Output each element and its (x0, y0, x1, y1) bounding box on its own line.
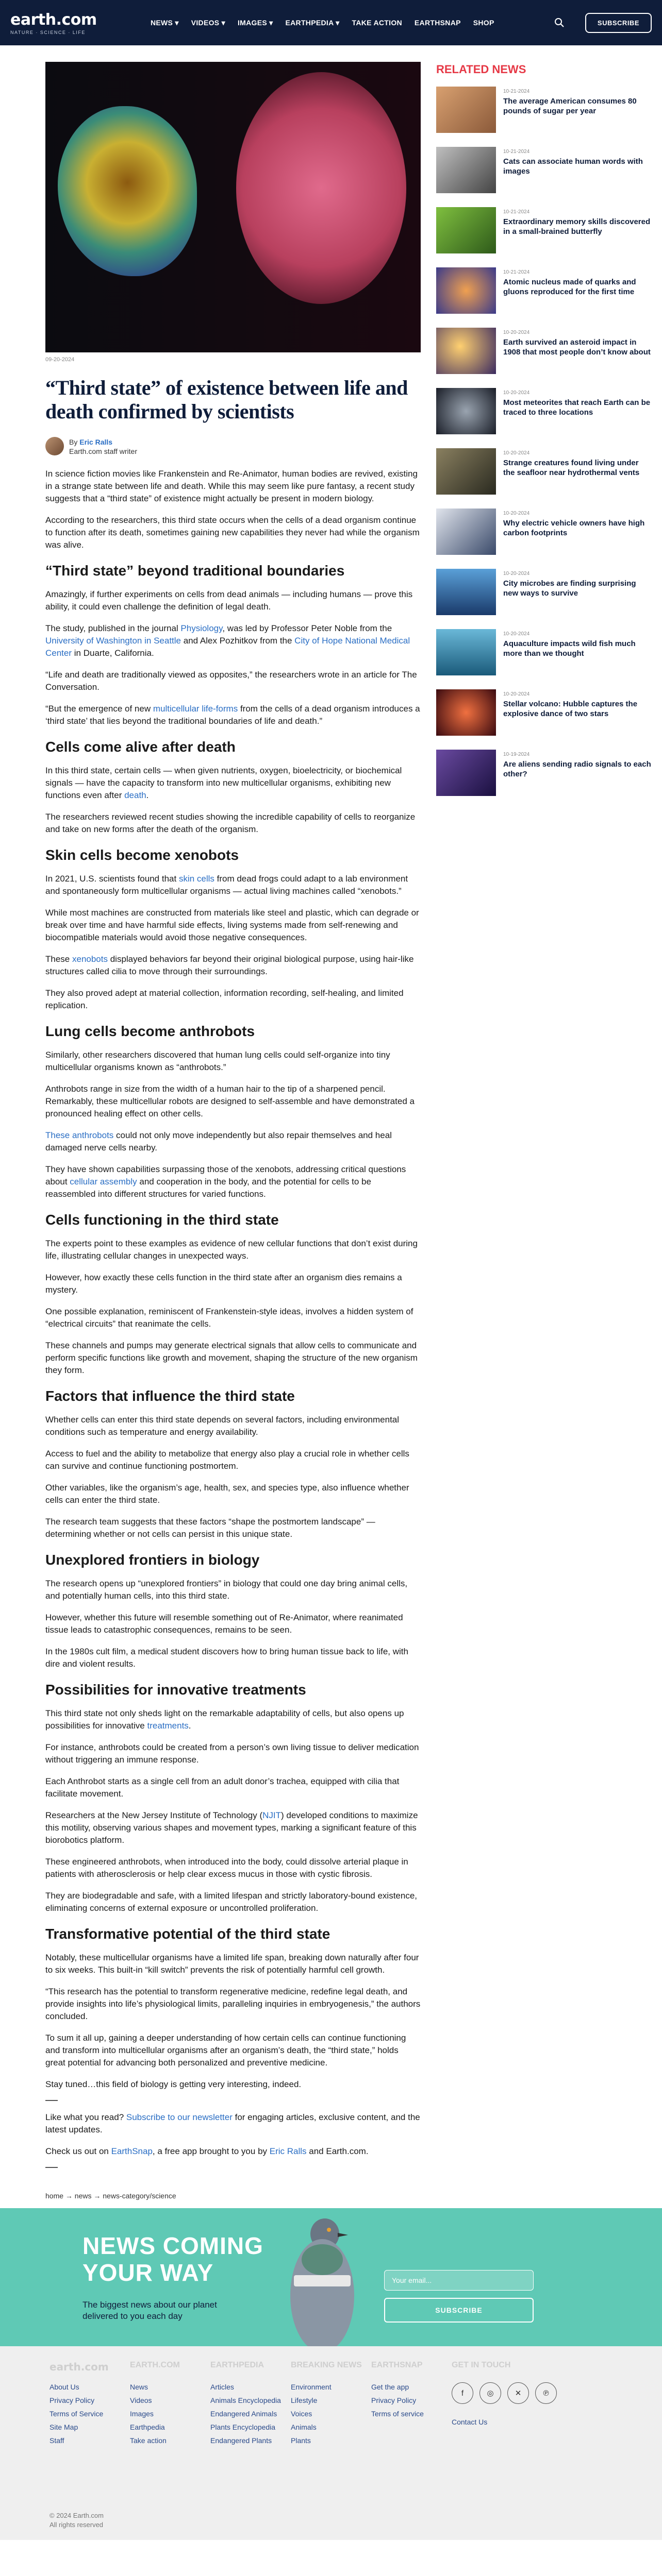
text: . (188, 1721, 191, 1731)
link-skin-cells[interactable]: skin cells (178, 874, 214, 884)
newsletter-subscribe-button[interactable]: SUBSCRIBE (384, 2298, 534, 2323)
thumbnail-fish (436, 629, 496, 675)
site-logo[interactable] (10, 11, 113, 35)
copyright (49, 2511, 104, 2530)
footer-heading: GET IN TOUCH (452, 2361, 511, 2369)
link-city-of-hope[interactable]: City of Hope National Medical Center (45, 636, 410, 658)
footer-link[interactable]: Images (130, 2410, 154, 2418)
search-icon[interactable] (554, 18, 565, 28)
footer-column (452, 2361, 565, 2449)
related-title: Atomic nucleus made of quarks and gluons reproduced for the first time (503, 278, 636, 296)
paragraph: “Life and death are traditionally viewed as opposites,” the researchers wrote in an article for The Conversation. (45, 670, 417, 692)
paragraph: Notably, these multicellular organisms have a limited life span, breaking down naturally after four to six weeks. This built-in “kill switch” prevents the risk of potentially harmful cell growth. (45, 1953, 419, 1975)
text: in Duarte, California. (72, 648, 154, 658)
hero-image (45, 62, 421, 352)
paragraph: For instance, anthrobots could be created from a person’s own living tissue to deliver medication without triggering an immune response. (45, 1742, 419, 1765)
link-death[interactable]: death (124, 790, 146, 800)
footer-link[interactable]: News (130, 2383, 148, 2391)
x-icon[interactable]: ✕ (507, 2382, 529, 2404)
section-heading: Possibilities for innovative treatments (45, 1682, 306, 1698)
related-title: Most meteorites that reach Earth can be traced to three locations (503, 398, 651, 417)
paragraph: One possible explanation, reminiscent of Frankenstein-style ideas, involves a hidden system of “electrical circuits” that reanimate the cells. (45, 1307, 413, 1329)
footer-column (291, 2361, 371, 2449)
contact-link[interactable]: Contact Us (452, 2418, 488, 2426)
footer-link[interactable]: Animals Encyclopedia (210, 2396, 281, 2404)
related-news-sidebar (436, 62, 652, 2178)
paragraph: Stay tuned…this field of biology is getting very interesting, indeed. (45, 2079, 302, 2089)
facebook-icon[interactable]: f (452, 2382, 473, 2404)
article-title: “Third state” of existence between life and death confirmed by scientists (45, 376, 408, 423)
footer-column (130, 2361, 210, 2449)
related-item[interactable] (436, 689, 652, 738)
thumbnail-cat (436, 147, 496, 193)
menu-item-take-action[interactable]: TAKE ACTION (352, 18, 402, 27)
thumbnail-butterfly (436, 207, 496, 253)
section-heading: Cells come alive after death (45, 739, 236, 755)
menu-item-videos[interactable]: VIDEOS ▾ (191, 18, 225, 27)
related-item[interactable] (436, 328, 652, 377)
footer-link[interactable]: Animals (291, 2423, 317, 2431)
footer-column (49, 2361, 130, 2449)
related-item[interactable] (436, 569, 652, 618)
text: “But the emergence of new (45, 704, 153, 714)
paragraph: The research team suggests that these factors “shape the postmortem landscape” — determining whether or not cells can persist in this unique state. (45, 1517, 375, 1539)
byline (45, 437, 421, 455)
pigeon-illustration (278, 2208, 366, 2346)
paragraph (45, 873, 421, 897)
link-cellular-assembly[interactable]: cellular assembly (70, 1177, 137, 1187)
text: could not only move independently but also repair themselves and heal damaged nerve cells nearby. (45, 1130, 392, 1153)
section-heading: Transformative potential of the third state (45, 1926, 330, 1942)
footer-column (210, 2361, 291, 2449)
paragraph (45, 1707, 421, 1732)
footer-link[interactable]: Terms of Service (49, 2410, 104, 2418)
pinterest-icon[interactable]: ℗ (535, 2382, 557, 2404)
paragraph (45, 2111, 421, 2136)
text: and cooperation in the body, and the potential for cells to be reassembled into different structures for varied functions. (45, 1177, 371, 1199)
menu-item-earthpedia[interactable]: EARTHPEDIA ▾ (285, 18, 340, 27)
text: In 2021, U.S. scientists found that (45, 874, 179, 884)
newsletter-title-line: YOUR WAY (82, 2259, 214, 2286)
paragraph: However, whether this future will resemble something out of Re-Animator, where reanimated tissue leads to catastrophic consequences, remains to be seen. (45, 1613, 403, 1635)
image-date: 09-20-2024 (45, 357, 75, 363)
email-field[interactable]: Your email... (384, 2270, 534, 2291)
anthrobot-cell-cluster (236, 72, 406, 304)
related-date: 10-20-2024 (503, 691, 530, 697)
paragraph: Whether cells can enter this third state depends on several factors, including environmental conditions such as temperature and energy availability. (45, 1415, 400, 1437)
related-title: City microbes are finding surprising new ways to survive (503, 579, 636, 598)
paragraph: However, how exactly these cells function in the third state after an organism dies remains a mystery. (45, 1273, 402, 1295)
related-title: Are aliens sending radio signals to each other? (503, 760, 651, 778)
link-earthsnap[interactable]: EarthSnap (111, 2146, 153, 2156)
byline-prefix: By (69, 438, 80, 446)
text: ) developed conditions to maximize this motility, observing various shapes and movement types, marking a significant feature of this biorobotics platform. (45, 1810, 418, 1845)
text: from dead frogs could adapt to a lab environment and spontaneously form multicellular organisms — actual living machines called “xenobots.” (45, 874, 408, 896)
footer-link[interactable]: Get the app (371, 2383, 409, 2391)
footer-link[interactable]: Environment (291, 2383, 332, 2391)
paragraph: To sum it all up, gaining a deeper understanding of how certain cells can continue functioning and transform into multicellular organisms after an organism’s death, the “third state,” holds great potential for advancing both personalized and preventive medicine. (45, 2033, 406, 2067)
link-physiology[interactable]: Physiology (180, 623, 223, 633)
paragraph: Amazingly, if further experiments on cells from dead animals — including humans — prove this ability, it could even challenge the definition of legal death. (45, 589, 413, 612)
text: The study, published in the journal (45, 623, 181, 633)
related-item[interactable] (436, 629, 652, 678)
related-date: 10-20-2024 (503, 571, 530, 577)
related-date: 10-20-2024 (503, 330, 530, 335)
footer-heading: BREAKING NEWS (291, 2361, 362, 2369)
link-xenobots[interactable]: xenobots (72, 954, 108, 964)
thumbnail-city (436, 569, 496, 615)
page-content (0, 45, 662, 2178)
footer-link[interactable]: About Us (49, 2383, 79, 2391)
related-date: 10-21-2024 (503, 89, 530, 94)
text: and Earth.com. (306, 2146, 369, 2156)
paragraph: In the 1980s cult film, a medical student discovers how to bring human tissue back to life, with dire and violent results. (45, 1647, 408, 1669)
footer-link[interactable]: Endangered Plants (210, 2436, 272, 2445)
author-role: Earth.com staff writer (69, 447, 138, 455)
related-title: Stellar volcano: Hubble captures the explosive dance of two stars (503, 700, 638, 718)
related-item[interactable] (436, 448, 652, 497)
related-title: Aquaculture impacts wild fish much more than we thought (503, 639, 636, 658)
paragraph (45, 1809, 421, 1846)
paragraph: Other variables, like the organism’s age, health, sex, and species type, also influence whether cells can enter the third state. (45, 1483, 409, 1505)
newsletter-form (384, 2270, 534, 2323)
related-item[interactable] (436, 388, 652, 437)
related-item[interactable] (436, 267, 652, 316)
footer-link[interactable]: Voices (291, 2410, 312, 2418)
footer-link[interactable]: Plants (291, 2436, 311, 2445)
paragraph: The experts point to these examples as evidence of new cellular functions that don’t exist during life, illustrating cellular changes in unexpected ways. (45, 1239, 418, 1261)
paragraph (45, 2145, 421, 2158)
paragraph: The research opens up “unexplored frontiers” in biology that could one day bring animal cells, and potentially human cells, into this third state. (45, 1579, 408, 1601)
thumbnail-sugar (436, 87, 496, 133)
related-date: 10-21-2024 (503, 209, 530, 215)
footer-link[interactable]: Privacy Policy (371, 2396, 417, 2404)
text: , was led by Professor Peter Noble from the (222, 623, 392, 633)
related-item[interactable] (436, 509, 652, 557)
thumbnail-ev (436, 509, 496, 555)
text: In this third state, certain cells — when given nutrients, oxygen, bioelectricity, or biochemical signals — have the capacity to transform into new multicellular organisms, exhibiting new functions even after (45, 766, 402, 800)
footer-link[interactable]: Lifestyle (291, 2396, 318, 2404)
footer-link[interactable]: Privacy Policy (49, 2396, 95, 2404)
related-title: Why electric vehicle owners have high carbon footprints (503, 519, 645, 537)
text: displayed behaviors far beyond their original biological purpose, using hair-like structures called cilia to move through their surroundings. (45, 954, 414, 976)
paragraph (45, 1163, 421, 1200)
logo-tagline: NATURE · SCIENCE · LIFE (10, 29, 86, 35)
top-navigation (0, 0, 662, 45)
text: This third state not only sheds light on the remarkable adaptability of cells, but also opens up possibilities for innovative (45, 1708, 404, 1731)
footer-link[interactable]: Earthpedia (130, 2423, 165, 2431)
footer-columns (49, 2361, 613, 2449)
text: These (45, 954, 72, 964)
divider (45, 2100, 58, 2101)
paragraph (45, 703, 421, 727)
footer (0, 2346, 662, 2540)
copyright-line: All rights reserved (49, 2521, 104, 2529)
paragraph: Similarly, other researchers discovered that human lung cells could self-organize into tiny multicellular organisms known as “anthrobots.” (45, 1050, 390, 1072)
related-title: Earth survived an asteroid impact in 1908 that most people don’t know about (503, 338, 651, 357)
paragraph: The researchers reviewed recent studies showing the incredible capability of cells to reorganize and take on new forms after the death of the organism. (45, 812, 416, 834)
footer-link[interactable]: Staff (49, 2436, 64, 2445)
paragraph: “This research has the potential to transform regenerative medicine, redefine legal death, and provide insights into life’s physiological limits, paralleling inquiries in embryogenesis,” the authors concluded. (45, 1987, 421, 2021)
author-avatar (45, 437, 64, 455)
related-item[interactable] (436, 750, 652, 799)
related-date: 10-21-2024 (503, 149, 530, 155)
thumbnail-stars (436, 689, 496, 736)
breadcrumb[interactable]: home → news → news-category/science (45, 2192, 176, 2200)
menu-item-images[interactable]: IMAGES ▾ (237, 18, 273, 27)
xenobot-cell-cluster (58, 106, 197, 276)
menu-item-news[interactable]: NEWS ▾ (151, 18, 179, 27)
related-date: 10-21-2024 (503, 269, 530, 275)
copyright-line: © 2024 Earth.com (49, 2512, 104, 2519)
paragraph: In science fiction movies like Frankenstein and Re-Animator, human bodies are revived, existing in a strange state between life and death. While this may seem like pure fantasy, a recent study suggests that a “third state” of existence might actually be present in modern biology. (45, 469, 418, 503)
nav-actions (554, 13, 652, 33)
footer-link[interactable]: Take action (130, 2436, 167, 2445)
paragraph (45, 953, 421, 978)
main-menu (151, 19, 494, 27)
menu-item-earthsnap[interactable]: EARTHSNAP (414, 18, 461, 27)
paragraph: According to the researchers, this third state occurs when the cells of a dead organism continue to function after its death, sometimes gaining new capabilities they never had while the organism was alive. (45, 515, 420, 550)
paragraph: These engineered anthrobots, when introduced into the body, could dissolve arterial plaque in patients with atherosclerosis or help clear excess mucus in those with cystic fibrosis. (45, 1857, 408, 1879)
newsletter-subtitle: The biggest news about our planet delivered to you each day (82, 2300, 217, 2321)
link-newsletter[interactable]: Subscribe to our newsletter (126, 2112, 233, 2122)
logo-text: earth.com (10, 10, 97, 29)
paragraph: Access to fuel and the ability to metabolize that energy also play a crucial role in whether cells can survive and continue functioning postmortem. (45, 1449, 409, 1471)
paragraph (45, 622, 421, 659)
related-title: Cats can associate human words with images (503, 157, 643, 176)
footer-link[interactable]: Site Map (49, 2423, 78, 2431)
footer-link[interactable]: Articles (210, 2383, 234, 2391)
section-heading: Lung cells become anthrobots (45, 1023, 255, 1039)
text: from the cells of a dead organism introduces a ‘third state’ that lies beyond the traditional boundaries of life and death.” (45, 704, 420, 726)
footer-column (371, 2361, 452, 2449)
social-links (452, 2382, 565, 2404)
newsletter-title (82, 2232, 263, 2286)
related-date: 10-20-2024 (503, 450, 530, 456)
text: and Alex Pozhitkov from the (181, 636, 295, 646)
related-date: 10-20-2024 (503, 511, 530, 516)
thumbnail-asteroid (436, 328, 496, 374)
footer-link[interactable]: Videos (130, 2396, 152, 2404)
footer-heading: EARTHSNAP (371, 2361, 423, 2369)
text: . (146, 790, 149, 800)
paragraph: They are biodegradable and safe, with a limited lifespan and strictly laboratory-bound existence, eliminating concerns of external exposure or uncontrolled proliferation. (45, 1891, 418, 1913)
paragraph: While most machines are constructed from materials like steel and plastic, which can degrade or break over time and have harmful side effects, living systems made from self-renewing and biocompatible materials would avoid those negative consequences. (45, 908, 419, 942)
text: Check us out on (45, 2146, 111, 2156)
section-heading: Unexplored frontiers in biology (45, 1552, 260, 1568)
text: Researchers at the New Jersey Institute of Technology ( (45, 1810, 263, 1820)
author-link[interactable]: Eric Ralls (79, 438, 113, 446)
thumbnail-meteorite (436, 388, 496, 434)
footer-link[interactable]: Plants Encyclopedia (210, 2423, 276, 2431)
paragraph: They also proved adept at material collection, information recording, self-healing, and limited replication. (45, 988, 404, 1010)
section-heading: Skin cells become xenobots (45, 847, 239, 863)
section-heading: “Third state” beyond traditional boundaries (45, 563, 345, 579)
paragraph (45, 765, 421, 802)
link-treatments[interactable]: treatments (147, 1721, 189, 1731)
link-university-of-washington[interactable]: University of Washington in Seattle (45, 636, 181, 646)
paragraph (45, 1129, 421, 1154)
related-date: 10-20-2024 (503, 390, 530, 396)
menu-item-shop[interactable]: SHOP (473, 18, 494, 27)
footer-heading: EARTH.COM (130, 2361, 180, 2369)
section-heading: Factors that influence the third state (45, 1388, 295, 1404)
paragraph: Each Anthrobot starts as a single cell from an adult donor’s trachea, equipped with cilia that facilitate movement. (45, 1776, 400, 1799)
related-date: 10-19-2024 (503, 752, 530, 757)
related-title: Extraordinary memory skills discovered in a small-brained butterfly (503, 217, 651, 236)
link-multicellular-life-forms[interactable]: multicellular life-forms (153, 704, 238, 714)
instagram-icon[interactable]: ◎ (479, 2382, 501, 2404)
paragraph: Anthrobots range in size from the width of a human hair to the tip of a sharpened pencil. Remarkably, these multicellular robots are designed to self-assemble and have demonstrated a pronounced healing effect on other cells. (45, 1084, 415, 1118)
related-title: Strange creatures found living under the seafloor near hydrothermal vents (503, 459, 640, 477)
paragraph: These channels and pumps may generate electrical signals that allow cells to communicate and perform specific functions like growth and movement, shaping the structure of the new organism they form. (45, 1341, 418, 1375)
section-heading: Cells functioning in the third state (45, 1212, 279, 1228)
related-item[interactable] (436, 87, 652, 135)
text: , a free app brought to you by (152, 2146, 270, 2156)
thumbnail-aliens (436, 750, 496, 796)
link-eric-ralls[interactable]: Eric Ralls (269, 2146, 307, 2156)
footer-link[interactable]: Endangered Animals (210, 2410, 277, 2418)
thumbnail-seafloor (436, 448, 496, 495)
related-item[interactable] (436, 147, 652, 196)
related-title: The average American consumes 80 pounds of sugar per year (503, 97, 637, 115)
text: Like what you read? (45, 2112, 126, 2122)
related-news-heading: RELATED NEWS (436, 63, 526, 76)
link-these-anthrobots[interactable]: These anthrobots (45, 1130, 114, 1140)
footer-link[interactable]: Terms of service (371, 2410, 424, 2418)
divider (45, 2167, 58, 2168)
text: They have shown capabilities surpassing those of the xenobots, addressing critical questions about (45, 1164, 406, 1187)
footer-logo[interactable]: earth.com (49, 2361, 109, 2373)
newsletter-title-line: NEWS COMING (82, 2232, 263, 2259)
related-item[interactable] (436, 207, 652, 256)
newsletter-banner (0, 2208, 662, 2346)
text: for engaging articles, exclusive content, and the latest updates. (45, 2112, 420, 2134)
subscribe-button[interactable]: SUBSCRIBE (585, 13, 652, 33)
related-date: 10-20-2024 (503, 631, 530, 637)
footer-heading: EARTHPEDIA (210, 2361, 264, 2369)
article (45, 62, 421, 2178)
link-njit[interactable]: NJIT (262, 1810, 282, 1820)
thumbnail-nucleus (436, 267, 496, 314)
